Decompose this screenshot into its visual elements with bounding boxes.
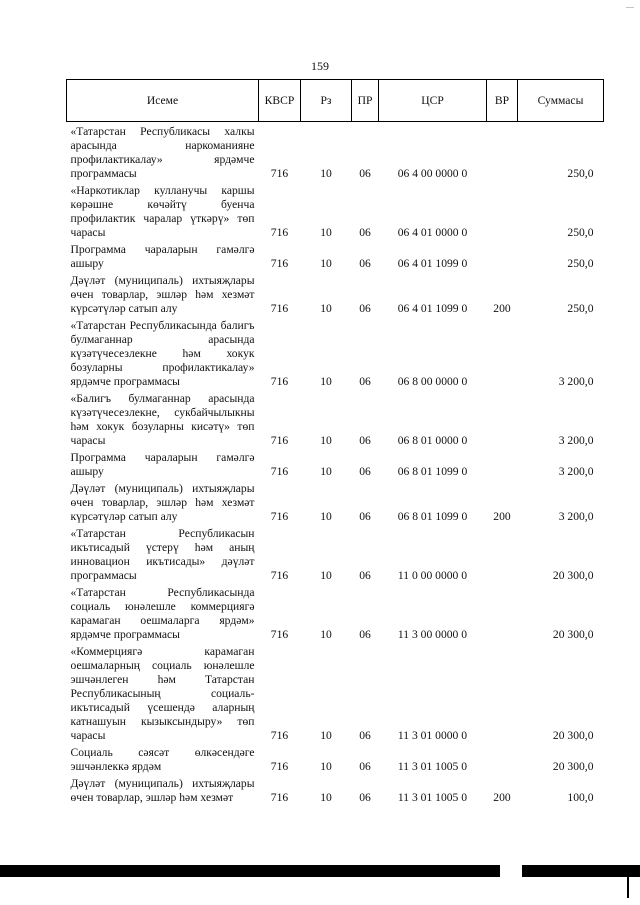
cell-sum: 3 200,0 — [558, 434, 594, 447]
cell-name: Дәүләт (муниципаль) ихтыяҗлары өчен товарлар, эшләр һәм хезмәт күрсәтүләр сатып алу — [70, 274, 255, 315]
table-row — [67, 122, 604, 182]
cell-csr: 06 4 01 1099 0 — [397, 257, 468, 270]
cell-pr: 06 — [359, 302, 371, 315]
cell-name: Социаль сәясәт өлкәсендәге эшчәнлеккә ярдәм — [70, 746, 255, 773]
cell-kvsr: 716 — [270, 628, 289, 641]
cell-kvsr: 716 — [270, 729, 289, 742]
cell-rz: 10 — [320, 791, 332, 804]
cell-sum: 3 200,0 — [558, 510, 594, 523]
cell-name: Программа чараларын гамәлгә ашыру — [70, 451, 255, 478]
cell-pr: 06 — [359, 510, 371, 523]
cell-kvsr: 716 — [270, 302, 289, 315]
cell-pr: 06 — [359, 729, 371, 742]
cell-kvsr: 716 — [270, 257, 289, 270]
header-rz: Рз — [301, 80, 352, 122]
cell-csr: 11 3 00 0000 0 — [397, 628, 468, 641]
table-body — [67, 122, 604, 806]
cell-vr — [487, 642, 518, 743]
cell-vr: 200 — [493, 302, 511, 315]
cell-csr: 11 0 00 0000 0 — [397, 569, 468, 582]
cell-rz: 10 — [320, 510, 332, 523]
cell-vr — [487, 389, 518, 448]
cell-csr: 06 8 01 1099 0 — [397, 465, 468, 478]
cell-sum: 20 300,0 — [552, 569, 594, 582]
cell-kvsr: 716 — [270, 760, 289, 773]
cell-csr: 06 4 01 0000 0 — [397, 226, 468, 239]
cell-kvsr: 716 — [270, 791, 289, 804]
cell-rz: 10 — [320, 167, 332, 180]
cell-kvsr: 716 — [270, 465, 289, 478]
table-row — [67, 316, 604, 389]
cell-csr: 11 3 01 1005 0 — [397, 760, 468, 773]
cell-rz: 10 — [320, 434, 332, 447]
cell-pr: 06 — [359, 375, 371, 388]
cell-kvsr: 716 — [270, 510, 289, 523]
cell-name: «Татарстан Республикасында балигъ булмаганнар арасында күзәтүчесезлекне һәм хокук бозуларны профилактикалау» ярдәмче программасы — [70, 319, 255, 388]
header-kvsr: КВСР — [259, 80, 301, 122]
cell-sum: 20 300,0 — [552, 760, 594, 773]
scan-bottom-edge — [0, 865, 640, 877]
cell-rz: 10 — [320, 760, 332, 773]
cell-pr: 06 — [359, 465, 371, 478]
cell-pr: 06 — [359, 167, 371, 180]
scan-edge-gap — [500, 865, 522, 877]
cell-sum: 3 200,0 — [558, 465, 594, 478]
table-row — [67, 774, 604, 805]
cell-rz: 10 — [320, 257, 332, 270]
cell-rz: 10 — [320, 628, 332, 641]
cell-name: «Татарстан Республикасында социаль юнәлешле коммерциягә карамаган оешмаларга ярдәм» ярдәмче программасы — [70, 586, 255, 641]
cell-pr: 06 — [359, 226, 371, 239]
header-pr: ПР — [352, 80, 379, 122]
cell-kvsr: 716 — [270, 375, 289, 388]
header-vr: ВР — [487, 80, 518, 122]
table-row — [67, 181, 604, 240]
table-row — [67, 743, 604, 774]
cell-vr — [487, 316, 518, 389]
cell-csr: 11 3 01 1005 0 — [397, 791, 468, 804]
cell-sum: 20 300,0 — [552, 729, 594, 742]
cell-csr: 06 4 01 1099 0 — [397, 302, 468, 315]
scan-side-tick — [627, 868, 629, 898]
cell-name: «Татарстан Республикасын икътисадый үстерү һәм аның инновацион икътисады» дәүләт программасы — [70, 527, 255, 582]
cell-vr — [487, 122, 518, 182]
cell-kvsr: 716 — [270, 167, 289, 180]
header-sum: Суммасы — [518, 80, 604, 122]
cell-name: «Татарстан Республикасы халкы арасында наркоманияне профилактикалау» ярдәмче программасы — [70, 125, 255, 180]
cell-rz: 10 — [320, 302, 332, 315]
cell-csr: 06 8 00 0000 0 — [397, 375, 468, 388]
cell-vr: 200 — [493, 791, 511, 804]
cell-kvsr: 716 — [270, 226, 289, 239]
cell-name: Дәүләт (муниципаль) ихтыяҗлары өчен товарлар, эшләр һәм хезмәт күрсәтүләр сатып алу — [70, 482, 255, 523]
cell-pr: 06 — [359, 569, 371, 582]
cell-vr — [487, 181, 518, 240]
cell-kvsr: 716 — [270, 434, 289, 447]
cell-pr: 06 — [359, 760, 371, 773]
cell-sum: 100,0 — [567, 791, 594, 804]
corner-mark: — — [626, 2, 634, 11]
table-row — [67, 642, 604, 743]
cell-csr: 11 3 01 0000 0 — [397, 729, 468, 742]
table-row — [67, 389, 604, 448]
cell-name: Программа чараларын гамәлгә ашыру — [70, 243, 255, 270]
cell-rz: 10 — [320, 729, 332, 742]
cell-sum: 3 200,0 — [558, 375, 594, 388]
budget-table — [66, 79, 604, 805]
cell-sum: 250,0 — [567, 226, 594, 239]
header-csr: ЦСР — [379, 80, 487, 122]
cell-vr: 200 — [493, 510, 511, 523]
cell-csr: 06 8 01 1099 0 — [397, 510, 468, 523]
cell-sum: 250,0 — [567, 302, 594, 315]
table-row — [67, 240, 604, 271]
cell-vr — [487, 524, 518, 583]
cell-rz: 10 — [320, 375, 332, 388]
header-name: Исеме — [67, 80, 259, 122]
page-number: 159 — [311, 59, 329, 73]
cell-vr — [487, 448, 518, 479]
cell-sum: 250,0 — [567, 167, 594, 180]
cell-pr: 06 — [359, 791, 371, 804]
cell-name: «Наркотиклар кулланучы каршы көрәшне көчәйтү буенча профилактик чаралар үткәрү» төп чарасы — [70, 184, 255, 239]
table-row — [67, 583, 604, 642]
table-row — [67, 524, 604, 583]
cell-sum: 250,0 — [567, 257, 594, 270]
table-row — [67, 271, 604, 316]
cell-pr: 06 — [359, 628, 371, 641]
table-row — [67, 448, 604, 479]
cell-vr — [487, 583, 518, 642]
cell-vr — [487, 240, 518, 271]
cell-pr: 06 — [359, 257, 371, 270]
cell-pr: 06 — [359, 434, 371, 447]
cell-rz: 10 — [320, 226, 332, 239]
cell-sum: 20 300,0 — [552, 628, 594, 641]
cell-name: «Коммерциягә карамаган оешмаларның социаль юнәлешле эшчәнлеген һәм Татарстан Республикасының социаль-икътисадый үсешендә аларның катнашуын кызыксындыру» төп чарасы — [70, 645, 255, 742]
table-header-row — [67, 80, 604, 122]
cell-vr — [487, 743, 518, 774]
cell-name: «Балигъ булмаганнар арасында күзәтүчесезлекне, сукбайчылыкны һәм хокук бозуларны кисәтү» төп чарасы — [70, 392, 255, 447]
cell-name: Дәүләт (муниципаль) ихтыяҗлары өчен товарлар, эшләр һәм хезмәт — [70, 777, 255, 804]
table-row — [67, 479, 604, 524]
cell-kvsr: 716 — [270, 569, 289, 582]
cell-rz: 10 — [320, 569, 332, 582]
cell-rz: 10 — [320, 465, 332, 478]
cell-csr: 06 4 00 0000 0 — [397, 167, 468, 180]
cell-csr: 06 8 01 0000 0 — [397, 434, 468, 447]
